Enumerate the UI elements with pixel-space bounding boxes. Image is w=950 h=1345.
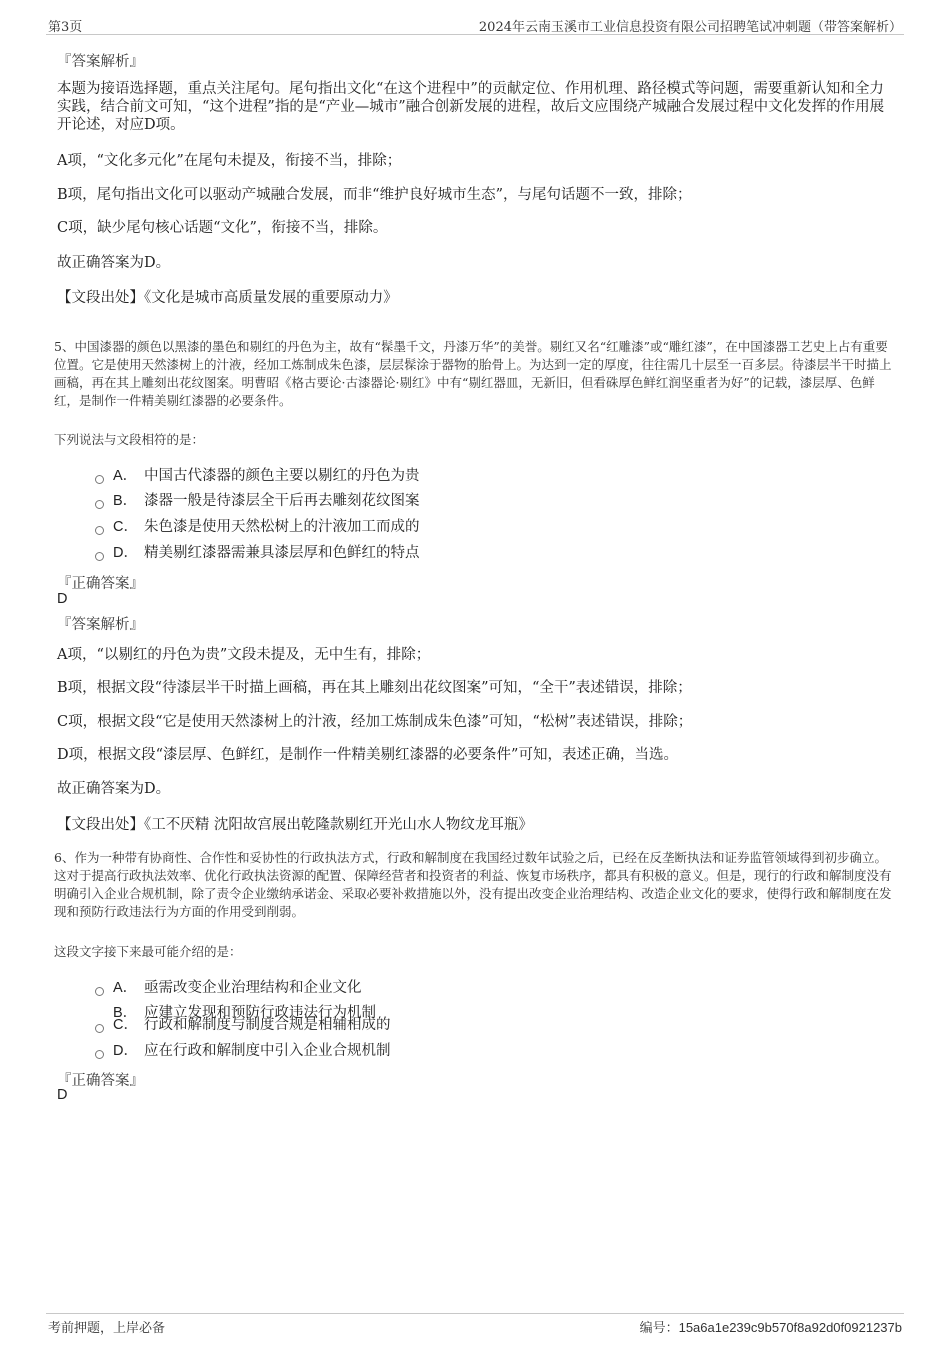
- page-header: [46, 14, 904, 35]
- analysis-option-d: D项，根据文段“漆层厚、色鲜红，是制作一件精美剔红漆器的必要条件”可知，表述正确，当选。: [57, 747, 678, 763]
- analysis-paragraph: 本题为接语选择题，重点关注尾句。尾句指出文化“在这个进程中”的贡献定位、作用机理、路径模式等问题，需要重新认知和全力实践，结合前文可知，“这个进程”指的是“产业—城市”融合创新发展的进程，故后文应围绕产城融合发展过程中文化发挥的作用展开论述，对应D项。: [57, 81, 885, 133]
- analysis-label: 『答案解析』: [57, 54, 144, 70]
- option-letter: B．: [113, 1005, 138, 1021]
- option-text: 行政和解制度与制度合规是相辅相成的: [144, 1017, 391, 1033]
- footer-slogan: 考前押题，上岸必备: [48, 1321, 166, 1336]
- analysis-option-c: C项，缺少尾句核心话题“文化”，衔接不当，排除。: [57, 220, 388, 236]
- document-code: [640, 1317, 902, 1336]
- question-prompt: 这段文字接下来最可能介绍的是：: [54, 944, 242, 959]
- analysis-option-a: A项，“以剔红的丹色为贵”文段未提及，无中生有，排除；: [57, 647, 431, 663]
- option-letter: C．: [113, 519, 138, 535]
- question-passage: 6、作为一种带有协商性、合作性和妥协性的行政执法方式，行政和解制度在我国经过数年试验之后，已经在反垄断执法和证券监管领域得到初步确立。这对于提高行政执法效率、优化行政执法资源的配置、保障经营者和投资者的利益、恢复市场秩序，都具有积极的意义。但是，现行的行政和解制度没有明确引入企业合规机制，除了责令企业缴纳承诺金、采取必要补救措施以外，没有提出改变企业治理结构、改造企业文化的要求，使得行政和解制度在发现和预防行政违法行为方面的作用受到削弱。: [54, 850, 892, 919]
- radio-icon[interactable]: [95, 526, 104, 535]
- option-text: 应在行政和解制度中引入企业合规机制: [144, 1043, 391, 1059]
- question-prompt: 下列说法与文段相符的是：: [54, 432, 205, 447]
- option-letter: D．: [113, 545, 138, 561]
- analysis-option-b: B项，尾句指出文化可以驱动产城融合发展，而非“维护良好城市生态”，与尾句话题不一致，排除；: [57, 187, 692, 203]
- option-letter: B．: [113, 493, 138, 509]
- option-text: 精美剔红漆器需兼具漆层厚和色鲜红的特点: [144, 545, 420, 561]
- page-number: 第3页: [48, 20, 83, 35]
- correct-answer-label: 『正确答案』: [57, 576, 144, 592]
- answer-conclusion: 故正确答案为D。: [57, 781, 171, 797]
- analysis-option-a: A项，“文化多元化”在尾句未提及，衔接不当，排除；: [57, 153, 402, 169]
- option-c[interactable]: [95, 518, 420, 536]
- option-letter: A．: [113, 468, 138, 484]
- option-c[interactable]: [95, 1016, 391, 1034]
- radio-icon[interactable]: [95, 987, 104, 996]
- option-letter: C．: [113, 1017, 138, 1033]
- option-letter: D．: [113, 1043, 138, 1059]
- radio-icon[interactable]: [95, 1024, 104, 1033]
- option-a[interactable]: [95, 979, 362, 997]
- correct-answer-label: 『正确答案』: [57, 1073, 144, 1089]
- passage-source: 【文段出处】《工不厌精 沈阳故宫展出乾隆款剔红开光山水人物纹龙耳瓶》: [57, 817, 533, 833]
- page-footer: [46, 1313, 904, 1336]
- correct-answer: D: [57, 591, 68, 607]
- option-d[interactable]: [95, 544, 420, 562]
- radio-icon[interactable]: [95, 1050, 104, 1059]
- correct-answer: D: [57, 1087, 68, 1103]
- analysis-option-c: C项，根据文段“它是使用天然漆树上的汁液，经加工炼制成朱色漆”可知，“松树”表述错误，排除；: [57, 714, 693, 730]
- option-d[interactable]: [95, 1042, 391, 1060]
- radio-icon[interactable]: [95, 552, 104, 561]
- option-a[interactable]: [95, 467, 420, 485]
- analysis-option-b: B项，根据文段“待漆层半干时描上画稿，再在其上雕刻出花纹图案”可知，“全干”表述错误，排除；: [57, 680, 692, 696]
- question-passage: 5、中国漆器的颜色以黑漆的墨色和剔红的丹色为主，故有“髹墨千文，丹漆万华”的美誉。剔红又名“红雕漆”或“雕红漆”，在中国漆器工艺史上占有重要位置。它是使用天然漆树上的汁液，经加工炼制成朱色漆，层层髹涂于器物的胎骨上。为达到一定的厚度，往往需几十层至一百多层。待漆层半干时描上画稿，再在其上雕刻出花纹图案。明曹昭《格古要论·古漆器论·剔红》中有“剔红器皿，无新旧，但看硃厚色鲜红润坚重者为好”的记载，漆层厚、色鲜红，是制作一件精美剔红漆器的必要条件。: [54, 339, 892, 408]
- answer-conclusion: 故正确答案为D。: [57, 255, 171, 271]
- document-title: 2024年云南玉溪市工业信息投资有限公司招聘笔试冲刺题（带答案解析）: [478, 20, 902, 35]
- option-text: 朱色漆是使用天然松树上的汁液加工而成的: [144, 519, 420, 535]
- code-value: 15a6a1e239c9b570f8a92d0f0921237b: [678, 1320, 902, 1335]
- radio-icon[interactable]: [95, 500, 104, 509]
- code-label: 编号：: [639, 1321, 679, 1336]
- option-text: 中国古代漆器的颜色主要以剔红的丹色为贵: [144, 468, 420, 484]
- passage-source: 【文段出处】《文化是城市高质量发展的重要原动力》: [57, 290, 398, 306]
- option-text: 漆器一般是待漆层全干后再去雕刻花纹图案: [144, 493, 420, 509]
- analysis-label: 『答案解析』: [57, 617, 144, 633]
- option-text: 亟需改变企业治理结构和企业文化: [144, 980, 362, 996]
- radio-icon[interactable]: [95, 475, 104, 484]
- option-b[interactable]: [95, 492, 420, 510]
- option-letter: A．: [113, 980, 138, 996]
- option-text: 应建立发现和预防行政违法行为机制: [144, 1005, 376, 1021]
